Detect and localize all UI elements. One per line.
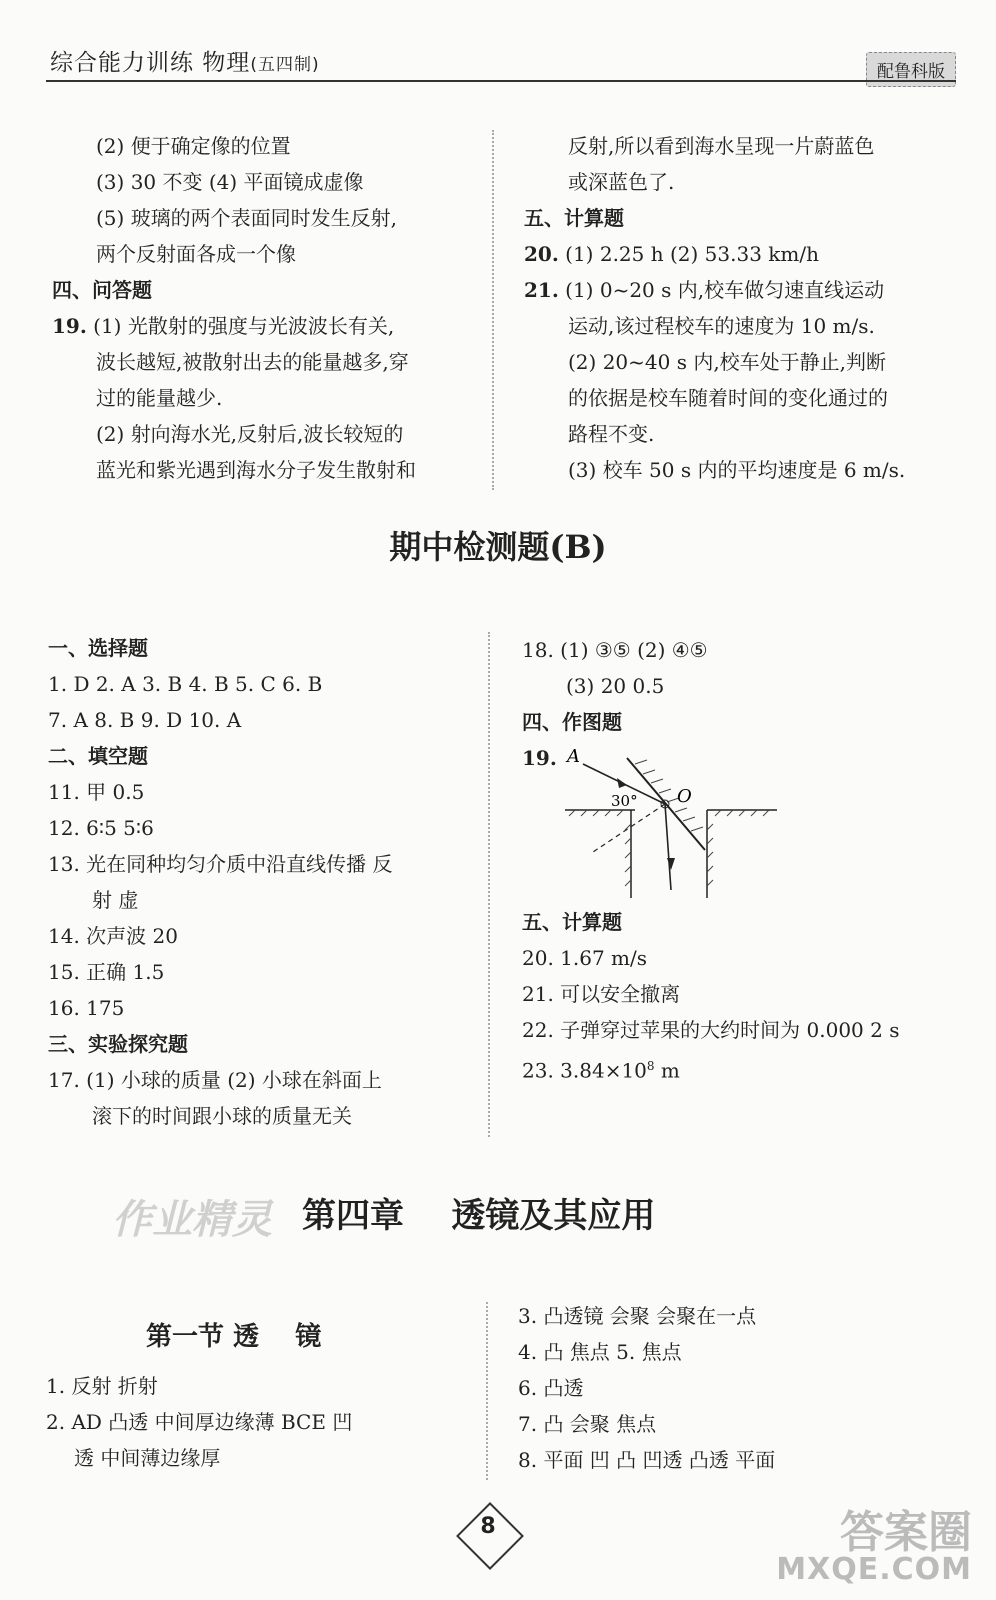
header-edition: (五四制): [250, 55, 320, 75]
midterm-title: 期中检测题(B): [389, 528, 607, 566]
mirror: [627, 758, 705, 850]
label-o: O: [677, 786, 692, 807]
chapter-heading: [0, 1186, 996, 1246]
reflected-ray: [665, 804, 671, 890]
top-right-column: 反射,所以看到海水呈现一片蔚蓝色 或深蓝色了. 五、计算题 20. (1) 2.25 h (2) 53.33 km/h 21. (1) 0~20 s 内,校车做匀速直线运动 运动,该过程校车的速度为 10 m/s. (2) 20~40 s 内,校车处于静止,判断 的依据是校车随着时间的变化通过的 路程不变. (3) 校车 50 s 内的平均速度是 6 m/s.: [524, 128, 954, 488]
page-number: 8: [480, 1514, 496, 1539]
column-divider: [486, 1302, 488, 1480]
section-heading: 五、计算题: [524, 206, 624, 230]
edition-badge: 配鲁科版: [866, 52, 956, 87]
section-heading: 四、问答题: [52, 278, 152, 302]
mid-right-column-lower: 五、计算题 20. 1.67 m/s 21. 可以安全撤离 22. 子弹穿过苹果的大约时间为 0.000 2 s 23. $3.84\times 10^8$ m: [522, 910, 900, 1083]
corner-watermark-url: MXQE.COM: [776, 1552, 972, 1587]
mid-right-column: 18. (1) ③⑤ (2) ④⑤ (3) 20 0.5 四、作图题 19.: [522, 638, 708, 770]
chapter-watermark: 作业精灵: [112, 1197, 272, 1243]
ground-hatch: [569, 810, 769, 886]
arrow-head: [617, 778, 627, 788]
header-title: 综合能力训练 物理(五四制): [50, 50, 320, 76]
reflection-diagram: [555, 740, 795, 905]
mid-left-column: 一、选择题 1. D 2. A 3. B 4. B 5. C 6. B 7. A 8. B 9. D 10. A 二、填空题 11. 甲 0.5 12. 6∶5 5∶6 13. 光在同种均匀介质中沿直线传播 反 射 虚 14. 次声波 20 15. 正确 1.5 16. 175 三、实验探究题 17. (1) 小球的质量 (2) 小球在斜面上 滚下的时间跟小球的质量无关: [48, 636, 393, 1128]
angle-label: 30°: [611, 792, 638, 810]
arrow-head: [667, 858, 675, 870]
header-rule: [46, 80, 956, 82]
section-title: 第一节 透 镜: [146, 1322, 322, 1352]
bottom-left-column: 1. 反射 折射 2. AD 凸透 中间厚边缘薄 BCE 凹 透 中间薄边缘厚: [46, 1374, 353, 1470]
dashed-line: [593, 804, 665, 852]
bottom-right-column: 3. 凸透镜 会聚 会聚在一点 4. 凸 焦点 5. 焦点 6. 凸透 7. 凸 会聚 焦点 8. 平面 凹 凸 凹透 凸透 平面: [518, 1304, 776, 1472]
label-a: A: [567, 746, 580, 767]
column-divider: [488, 632, 490, 1137]
column-divider: [492, 130, 494, 490]
chapter-title: 第四章 透镜及其应用: [302, 1196, 656, 1236]
top-left-column: (2) 便于确定像的位置 (3) 30 不变 (4) 平面镜成虚像 (5) 玻璃的两个表面同时发生反射, 两个反射面各成一个像 四、问答题 19. (1) 光散射的强度与光波波长有关, 波长越短,被散射出去的能量越多,穿 过的能量越少. (2) 射向海水光,反射后,波长较短的 蓝光和紫光遇到海水分子发生散射和: [52, 128, 472, 488]
corner-watermark: 答案圈: [840, 1507, 972, 1558]
mirror-hatch: [635, 760, 703, 831]
